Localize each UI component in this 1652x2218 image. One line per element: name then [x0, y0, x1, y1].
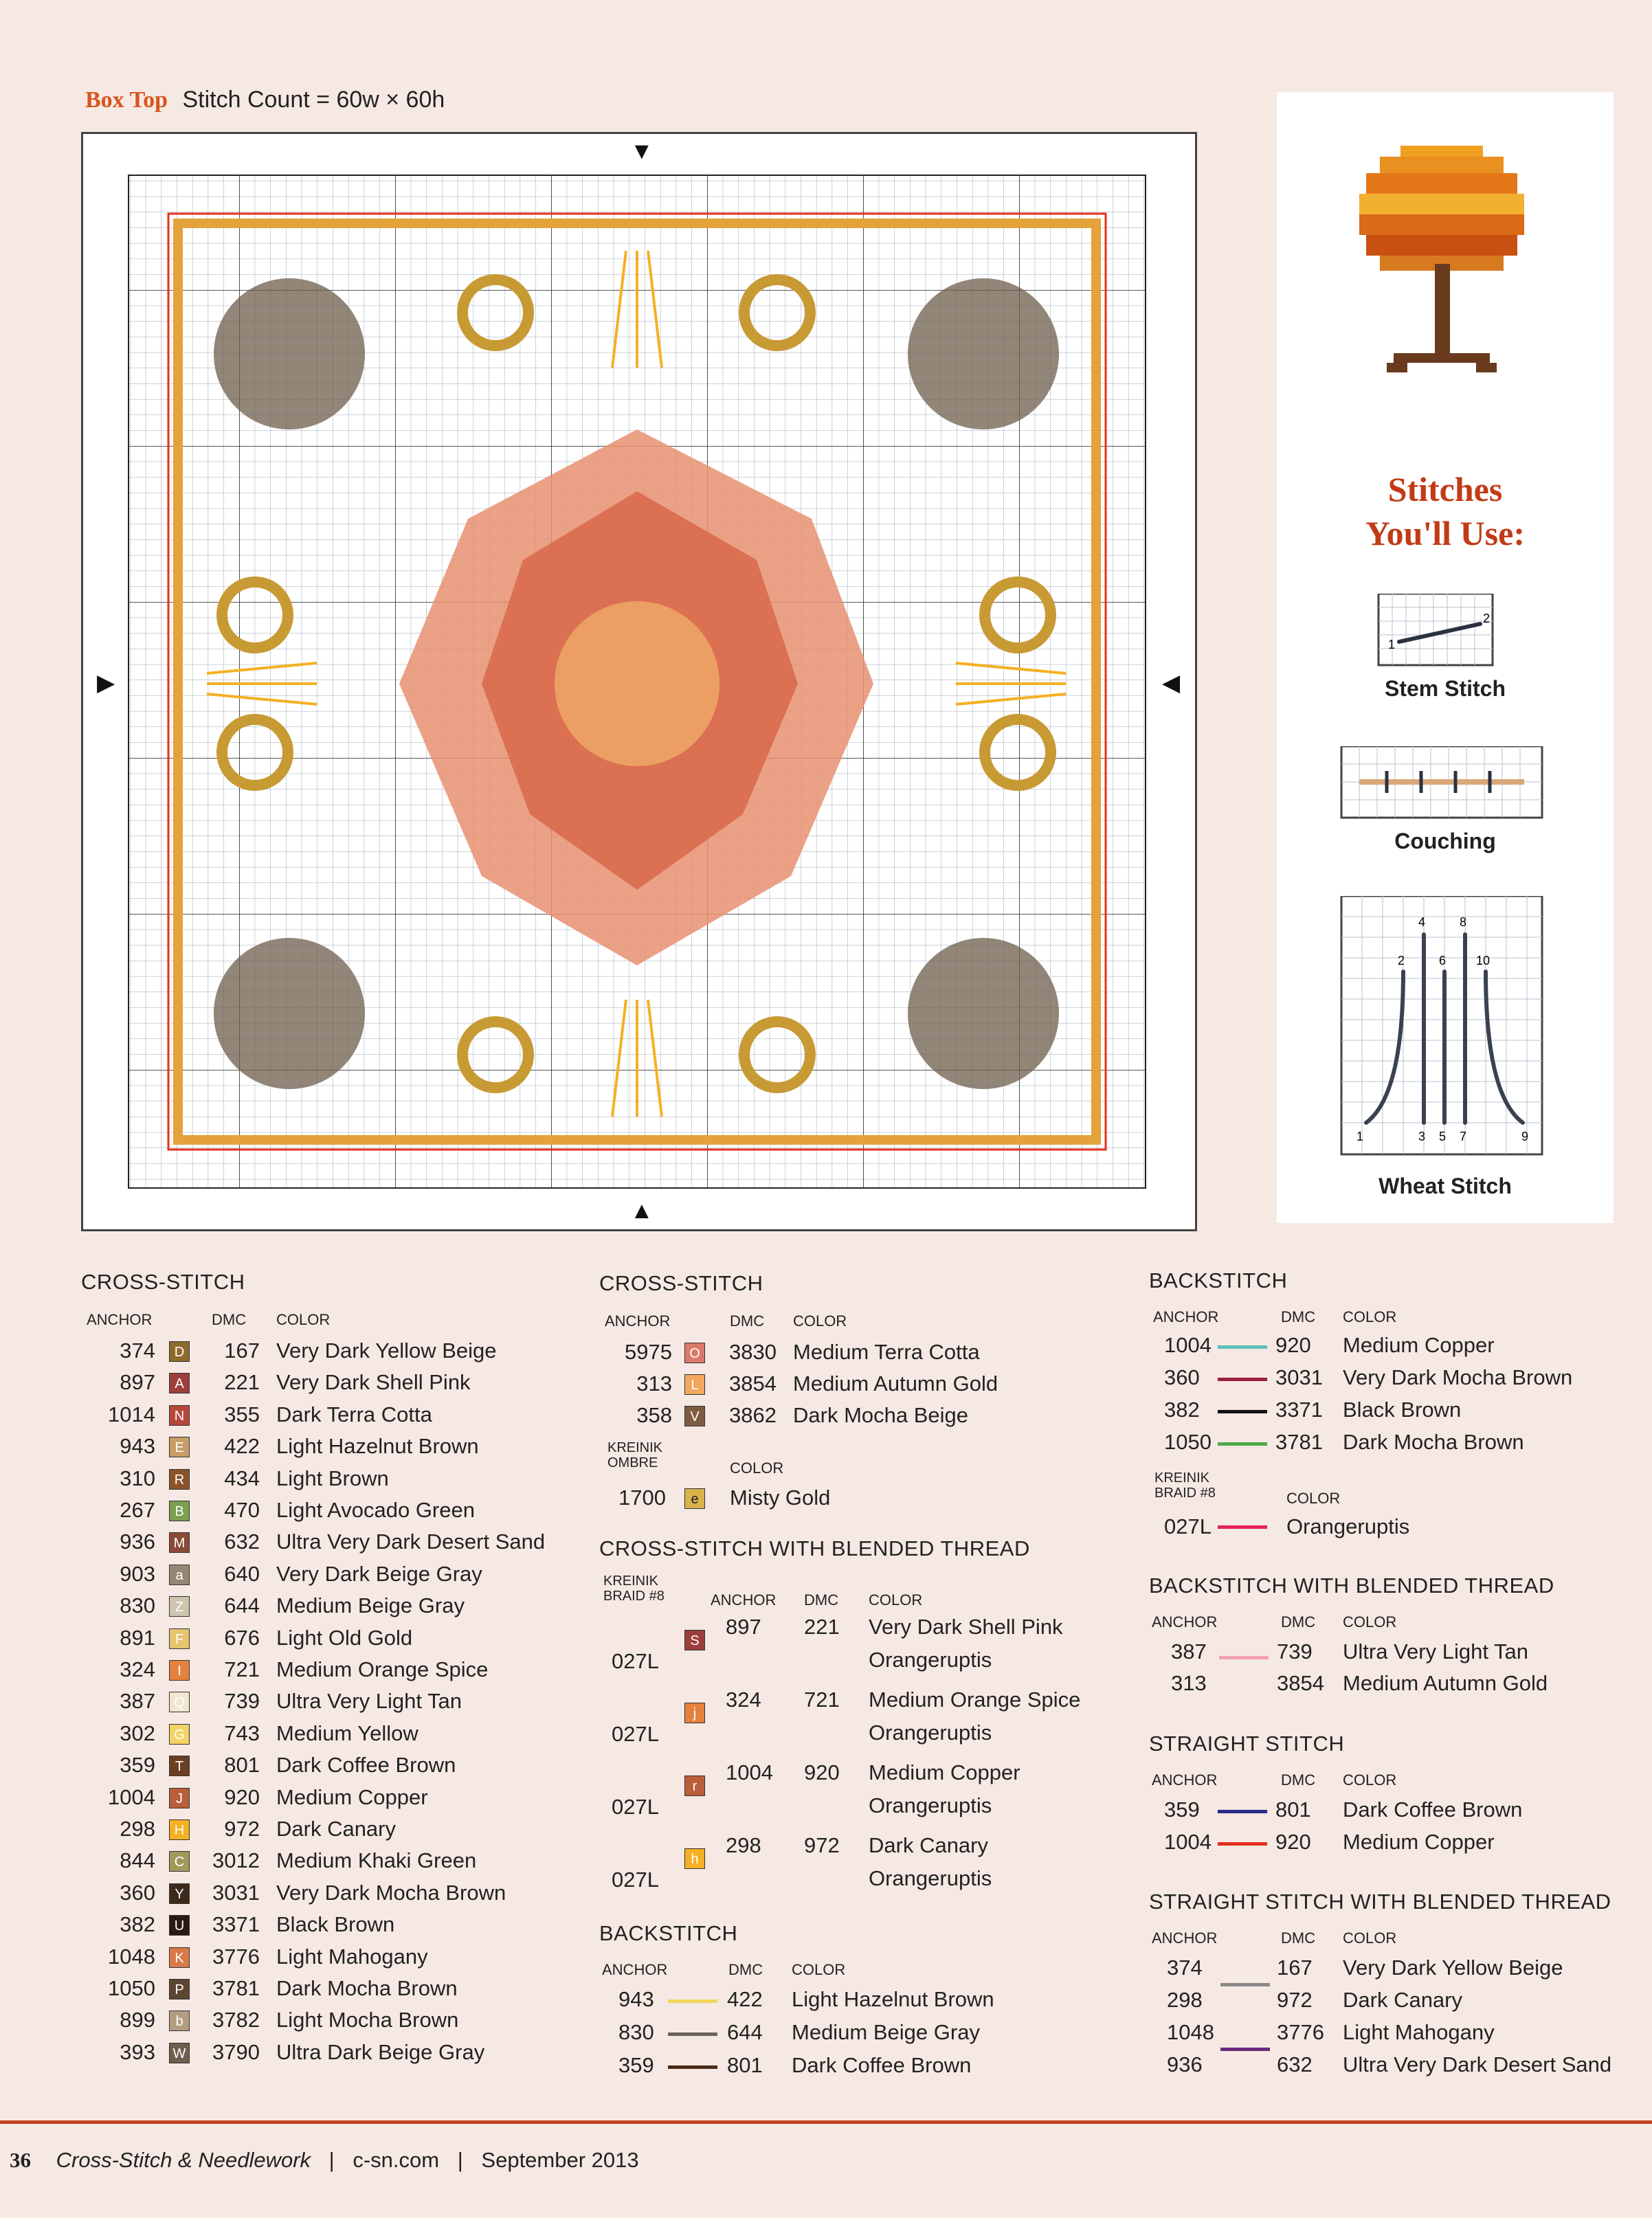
stitches-title-line1: Stitches	[1387, 470, 1503, 508]
col1-header-dmc: DMC	[212, 1311, 247, 1328]
key-column-3	[1149, 1268, 1630, 2093]
key-symbol: Y	[169, 1883, 190, 1904]
key-dmc: 632	[1277, 2052, 1313, 2076]
key-symbol: W	[169, 2043, 190, 2063]
col2-title: CROSS-STITCH	[599, 1271, 763, 1295]
key-symbol: V	[684, 1406, 705, 1426]
center-arrow-right: ◀	[1162, 670, 1181, 696]
key-color-name: Very Dark Yellow Beige	[276, 1338, 497, 1363]
center-arrow-bottom: ▲	[630, 1198, 654, 1224]
key-dmc: 3790	[212, 2039, 260, 2064]
wheat-stitch-label: Wheat Stitch	[1378, 1174, 1512, 1198]
col2-kreinik-h3: COLOR	[730, 1459, 784, 1477]
key-kreinik: 027L	[612, 1649, 659, 1673]
wheat-num-7: 7	[1460, 1130, 1467, 1143]
key-color-name: Very Dark Shell Pink	[276, 1370, 471, 1395]
key-symbol: N	[169, 1405, 190, 1426]
footer-separator: |	[328, 2148, 335, 2172]
key-anchor: 298	[120, 1817, 155, 1841]
key-anchor: 374	[120, 1338, 155, 1363]
key-color-name: Medium Yellow	[276, 1721, 418, 1745]
chart-grid	[83, 134, 1195, 1229]
key-anchor: 387	[1171, 1639, 1207, 1664]
key-anchor: 1050	[1164, 1430, 1212, 1454]
wheat-num-9: 9	[1521, 1130, 1529, 1143]
key-color-name: Dark Canary	[276, 1817, 396, 1841]
key-anchor: 899	[120, 2008, 155, 2032]
key-anchor: 359	[1164, 1797, 1200, 1822]
key-color-name: Black Brown	[1343, 1398, 1462, 1422]
key-dmc: 920	[1275, 1830, 1311, 1854]
key-anchor: 943	[618, 1987, 654, 2011]
key-color-name: Medium Orange Spice	[869, 1688, 1081, 1712]
key-dmc: 3371	[1275, 1398, 1323, 1422]
col3-blended-title: BACKSTITCH WITH BLENDED THREAD	[1149, 1573, 1554, 1598]
key-color-name: Light Brown	[276, 1466, 389, 1490]
key-line-swatch	[1218, 1442, 1267, 1446]
page-number: 36	[10, 2148, 31, 2172]
key-symbol: B	[169, 1501, 190, 1521]
key-dmc: 422	[727, 1987, 763, 2011]
key-symbol: K	[169, 1947, 190, 1968]
key-anchor: 382	[1164, 1398, 1200, 1422]
col2-kreinik-symbol: e	[684, 1488, 705, 1509]
key-symbol: H	[169, 1819, 190, 1840]
key-dmc: 3781	[212, 1976, 260, 2000]
chart-heading	[85, 87, 445, 113]
col3-kreinik-swatch	[1218, 1525, 1267, 1529]
key-dmc: 920	[224, 1784, 260, 1809]
key-dmc: 676	[224, 1625, 260, 1650]
key-line-swatch	[1219, 1656, 1269, 1659]
key-symbol: E	[169, 1437, 190, 1457]
col2-header-color: COLOR	[793, 1312, 847, 1330]
col3-kreinik-color: Orangeruptis	[1286, 1514, 1410, 1538]
key-anchor: 1048	[1167, 2020, 1214, 2044]
key-symbol: Q	[169, 1692, 190, 1712]
key-color-name: Dark Canary	[1343, 1988, 1462, 2012]
key-symbol: L	[684, 1374, 705, 1395]
key-anchor: 1014	[108, 1402, 155, 1426]
key-anchor: 382	[120, 1912, 155, 1937]
wheat-num-5: 5	[1439, 1130, 1447, 1143]
key-color-name: Medium Beige Gray	[792, 2020, 980, 2044]
footer-text	[10, 2148, 639, 2173]
key-anchor: 830	[120, 1593, 155, 1618]
key-color-name: Dark Mocha Beige	[793, 1403, 969, 1427]
key-color-name: Dark Coffee Brown	[792, 2053, 972, 2077]
stem-num-1: 1	[1388, 638, 1396, 651]
col2-backstitch-title: BACKSTITCH	[599, 1921, 738, 1945]
col2-kreinik-code: 1700	[618, 1486, 666, 1510]
key-anchor: 393	[120, 2039, 155, 2064]
key-dmc: 801	[224, 1753, 260, 1778]
key-color-name: Very Dark Shell Pink	[869, 1615, 1063, 1639]
key-anchor: 830	[618, 2020, 654, 2044]
key-color-name: Light Old Gold	[276, 1625, 413, 1650]
key-color-name: Light Avocado Green	[276, 1498, 475, 1522]
col3-st-h1: ANCHOR	[1152, 1771, 1218, 1789]
key-dmc: 920	[1275, 1333, 1311, 1357]
key-symbol: U	[169, 1915, 190, 1936]
key-dmc: 221	[804, 1615, 840, 1639]
magazine-name: Cross-Stitch & Needlework	[56, 2148, 311, 2172]
col2-blended-h1: KREINIK	[603, 1573, 659, 1589]
key-symbol: D	[169, 1341, 190, 1362]
key-dmc: 434	[224, 1466, 260, 1490]
key-column-1	[81, 1270, 576, 2094]
key-anchor: 943	[120, 1434, 155, 1459]
key-color-name: Dark Canary	[869, 1833, 988, 1857]
stitch-count: Stitch Count = 60w × 60h	[182, 87, 445, 113]
key-dmc: 3782	[212, 2008, 260, 2032]
key-color-name: Light Mahogany	[276, 1944, 428, 1969]
key-anchor: 374	[1167, 1956, 1203, 1980]
key-dmc: 3862	[729, 1403, 777, 1427]
cross-stitch-chart	[81, 132, 1197, 1231]
key-anchor: 313	[636, 1371, 672, 1396]
footer-rule	[0, 2120, 1652, 2124]
key-symbol: O	[684, 1343, 705, 1363]
col2-kreinik-color: Misty Gold	[730, 1486, 831, 1510]
key-kreinik: 027L	[612, 1795, 659, 1819]
col2-bs-h3: COLOR	[792, 1961, 846, 1978]
key-line-swatch	[1218, 1345, 1267, 1349]
key-color-name: Dark Mocha Brown	[276, 1976, 458, 2000]
key-kreinik: 027L	[612, 1868, 659, 1892]
key-color-name: Light Mocha Brown	[276, 2008, 459, 2032]
key-anchor: 1050	[108, 1976, 155, 2000]
key-line-swatch	[668, 1999, 717, 2003]
key-dmc: 721	[224, 1657, 260, 1681]
col2-blended-title: CROSS-STITCH WITH BLENDED THREAD	[599, 1536, 1030, 1560]
key-color-name: Very Dark Beige Gray	[276, 1561, 482, 1586]
key-color-name: Medium Copper	[276, 1784, 428, 1809]
key-kreinik: 027L	[612, 1722, 659, 1746]
key-color-name: Medium Khaki Green	[276, 1848, 477, 1873]
key-symbol: j	[684, 1703, 705, 1723]
key-symbol: I	[169, 1660, 190, 1681]
key-anchor: 360	[1164, 1365, 1200, 1389]
key-anchor: 302	[120, 1721, 155, 1745]
key-color-name: Light Mahogany	[1343, 2020, 1495, 2044]
col3-h2: DMC	[1281, 1308, 1316, 1325]
key-color-name: Ultra Very Dark Desert Sand	[1343, 2052, 1612, 2076]
key-symbol: A	[169, 1373, 190, 1393]
key-dmc: 739	[224, 1689, 260, 1714]
key-line-swatch	[668, 2065, 717, 2069]
key-symbol: G	[169, 1724, 190, 1745]
col3-kreinik-code: 027L	[1164, 1514, 1212, 1538]
col3-kreinik-h1: KREINIK	[1154, 1470, 1210, 1486]
stem-num-2: 2	[1483, 612, 1491, 625]
key-anchor: 1004	[726, 1760, 773, 1784]
key-anchor: 5975	[625, 1340, 672, 1364]
wheat-num-6: 6	[1439, 954, 1447, 967]
key-symbol: h	[684, 1848, 705, 1869]
col3-kreinik-h2: BRAID #8	[1154, 1486, 1216, 1501]
center-arrow-top: ▼	[630, 138, 654, 164]
key-dmc: 3031	[1275, 1365, 1323, 1389]
key-symbol: Z	[169, 1596, 190, 1617]
key-anchor: 310	[120, 1466, 155, 1490]
key-color-name: Black Brown	[276, 1912, 395, 1937]
key-symbol: S	[684, 1630, 705, 1650]
key-symbol: F	[169, 1628, 190, 1649]
stem-stitch-label: Stem Stitch	[1384, 676, 1506, 701]
col3-straight-blended-title: STRAIGHT STITCH WITH BLENDED THREAD	[1149, 1890, 1611, 1914]
key-anchor: 936	[1167, 2052, 1203, 2076]
key-dmc: 920	[804, 1760, 840, 1784]
center-arrow-left: ▶	[97, 670, 115, 696]
key-anchor: 1048	[108, 1944, 155, 1969]
key-dmc: 972	[804, 1833, 840, 1857]
key-color-name-2: Orangeruptis	[869, 1793, 992, 1817]
couching-label: Couching	[1394, 829, 1496, 853]
key-anchor: 360	[120, 1880, 155, 1905]
key-symbol: M	[169, 1532, 190, 1553]
key-line-swatch	[668, 2032, 717, 2036]
key-anchor: 298	[1167, 1988, 1203, 2012]
col3-bl-h2: DMC	[1281, 1613, 1316, 1631]
key-dmc: 739	[1277, 1639, 1313, 1664]
wheat-num-2: 2	[1398, 954, 1405, 967]
key-dmc: 3781	[1275, 1430, 1323, 1454]
key-anchor: 298	[726, 1833, 761, 1857]
key-anchor: 1004	[108, 1784, 155, 1809]
col3-straight-title: STRAIGHT STITCH	[1149, 1732, 1345, 1756]
col3-sb-h2: DMC	[1281, 1929, 1316, 1947]
key-color-name: Very Dark Mocha Brown	[1343, 1365, 1573, 1389]
key-dmc: 3031	[212, 1880, 260, 1905]
key-anchor: 359	[618, 2053, 654, 2077]
col2-blended-h5: COLOR	[869, 1591, 923, 1609]
key-dmc: 3776	[212, 1944, 260, 1969]
key-dmc: 721	[804, 1688, 840, 1712]
key-color-name: Dark Terra Cotta	[276, 1402, 432, 1426]
key-dmc: 221	[224, 1370, 260, 1395]
col3-kreinik-h3: COLOR	[1286, 1490, 1341, 1507]
key-anchor: 324	[726, 1688, 761, 1712]
key-dmc: 632	[224, 1530, 260, 1554]
key-dmc: 470	[224, 1498, 260, 1522]
key-dmc: 3371	[212, 1912, 260, 1937]
key-color-name: Medium Copper	[1343, 1333, 1495, 1357]
key-anchor: 897	[120, 1370, 155, 1395]
key-color-name: Ultra Very Light Tan	[276, 1689, 462, 1714]
tree-icon	[1277, 92, 1614, 422]
col1-header-anchor: ANCHOR	[87, 1311, 153, 1328]
key-anchor: 313	[1171, 1671, 1207, 1695]
key-color-name-2: Orangeruptis	[869, 1721, 992, 1745]
key-color-name: Medium Orange Spice	[276, 1657, 489, 1681]
key-dmc: 355	[224, 1402, 260, 1426]
col2-kreinik-h1: KREINIK	[607, 1440, 663, 1455]
key-color-name: Light Hazelnut Brown	[792, 1987, 994, 2011]
key-dmc: 801	[727, 2053, 763, 2077]
key-anchor: 359	[120, 1753, 155, 1778]
stitches-sidebar	[1277, 92, 1614, 1223]
wheat-num-1: 1	[1357, 1130, 1364, 1143]
key-dmc: 3854	[729, 1371, 777, 1396]
issue-date: September 2013	[481, 2148, 639, 2172]
key-color-name: Very Dark Yellow Beige	[1343, 1956, 1563, 1980]
key-column-2	[599, 1271, 1121, 2096]
key-dmc: 3854	[1277, 1671, 1324, 1695]
key-dmc: 422	[224, 1434, 260, 1459]
key-dmc: 743	[224, 1721, 260, 1745]
key-symbol: C	[169, 1851, 190, 1872]
key-color-name: Medium Copper	[869, 1760, 1020, 1784]
key-line-swatch	[1218, 1378, 1267, 1381]
stitches-title-line2: You'll Use:	[1365, 514, 1525, 552]
key-symbol: P	[169, 1979, 190, 1999]
col2-header-dmc: DMC	[730, 1312, 765, 1330]
key-dmc: 640	[224, 1561, 260, 1586]
key-color-name: Very Dark Mocha Brown	[276, 1880, 506, 1905]
key-anchor: 844	[120, 1848, 155, 1873]
key-line-swatch	[1218, 1810, 1267, 1813]
key-anchor: 897	[726, 1615, 761, 1639]
col1-header-color: COLOR	[276, 1311, 331, 1328]
col3-h3: COLOR	[1343, 1308, 1397, 1325]
key-color-name: Medium Autumn Gold	[793, 1371, 998, 1396]
key-line-swatch	[1220, 1983, 1270, 1986]
key-color-name: Ultra Very Dark Desert Sand	[276, 1530, 546, 1554]
key-symbol: J	[169, 1788, 190, 1808]
site-link[interactable]: c-sn.com	[353, 2148, 440, 2172]
col3-st-h3: COLOR	[1343, 1771, 1397, 1789]
wheat-num-3: 3	[1418, 1130, 1426, 1143]
key-dmc: 3776	[1277, 2020, 1324, 2044]
key-color-name: Dark Coffee Brown	[276, 1753, 456, 1778]
key-dmc: 972	[1277, 1988, 1313, 2012]
col2-blended-h4: DMC	[804, 1591, 839, 1609]
wheat-num-10: 10	[1476, 954, 1491, 967]
key-symbol: T	[169, 1756, 190, 1776]
key-color-name: Dark Coffee Brown	[1343, 1797, 1523, 1822]
col2-bs-h1: ANCHOR	[602, 1961, 668, 1978]
key-anchor: 1004	[1164, 1333, 1212, 1357]
key-anchor: 891	[120, 1625, 155, 1650]
key-line-swatch	[1218, 1842, 1267, 1846]
col3-st-h2: DMC	[1281, 1771, 1316, 1789]
key-anchor: 324	[120, 1657, 155, 1681]
wheat-num-8: 8	[1460, 915, 1467, 929]
key-anchor: 267	[120, 1498, 155, 1522]
key-symbol: a	[169, 1565, 190, 1585]
wheat-stitch-diagram	[1277, 896, 1614, 1157]
key-line-swatch	[1218, 1410, 1267, 1413]
stem-stitch-diagram	[1277, 594, 1614, 669]
key-dmc: 167	[1277, 1956, 1313, 1980]
key-dmc: 972	[224, 1817, 260, 1841]
footer-separator: |	[457, 2148, 463, 2172]
key-dmc: 3012	[212, 1848, 260, 1873]
key-color-name: Medium Autumn Gold	[1343, 1671, 1548, 1695]
section-title: Box Top	[85, 87, 168, 113]
key-dmc: 801	[1275, 1797, 1311, 1822]
key-anchor: 903	[120, 1561, 155, 1586]
col1-title: CROSS-STITCH	[81, 1270, 245, 1294]
key-dmc: 167	[224, 1338, 260, 1363]
couching-diagram	[1277, 746, 1614, 822]
col3-bl-h1: ANCHOR	[1152, 1613, 1218, 1631]
key-anchor: 936	[120, 1530, 155, 1554]
key-color-name: Medium Copper	[1343, 1830, 1495, 1854]
key-anchor: 358	[636, 1403, 672, 1427]
key-anchor: 1004	[1164, 1830, 1212, 1854]
wheat-num-4: 4	[1418, 915, 1426, 929]
col3-h1: ANCHOR	[1153, 1308, 1219, 1325]
key-color-name-2: Orangeruptis	[869, 1648, 992, 1672]
key-color-name: Light Hazelnut Brown	[276, 1434, 479, 1459]
key-dmc: 644	[727, 2020, 763, 2044]
col3-sb-h1: ANCHOR	[1152, 1929, 1218, 1947]
col2-blended-h2: BRAID #8	[603, 1589, 665, 1604]
key-color-name: Medium Terra Cotta	[793, 1340, 980, 1364]
col2-blended-h3: ANCHOR	[711, 1591, 777, 1609]
col2-bs-h2: DMC	[728, 1961, 763, 1978]
key-color-name: Dark Mocha Brown	[1343, 1430, 1524, 1454]
key-color-name: Ultra Dark Beige Gray	[276, 2039, 485, 2064]
key-color-name: Ultra Very Light Tan	[1343, 1639, 1528, 1664]
col2-kreinik-h2: OMBRE	[607, 1455, 658, 1470]
key-symbol: r	[684, 1775, 705, 1796]
col3-backstitch-title: BACKSTITCH	[1149, 1268, 1288, 1292]
key-dmc: 3830	[729, 1340, 777, 1364]
key-anchor: 387	[120, 1689, 155, 1714]
key-dmc: 644	[224, 1593, 260, 1618]
key-line-swatch	[1220, 2048, 1270, 2051]
key-color-name: Medium Beige Gray	[276, 1593, 465, 1618]
key-symbol: b	[169, 2010, 190, 2031]
key-color-name-2: Orangeruptis	[869, 1866, 992, 1890]
col3-bl-h3: COLOR	[1343, 1613, 1397, 1631]
key-symbol: R	[169, 1469, 190, 1490]
col2-header-anchor: ANCHOR	[605, 1312, 671, 1330]
col3-sb-h3: COLOR	[1343, 1929, 1397, 1947]
